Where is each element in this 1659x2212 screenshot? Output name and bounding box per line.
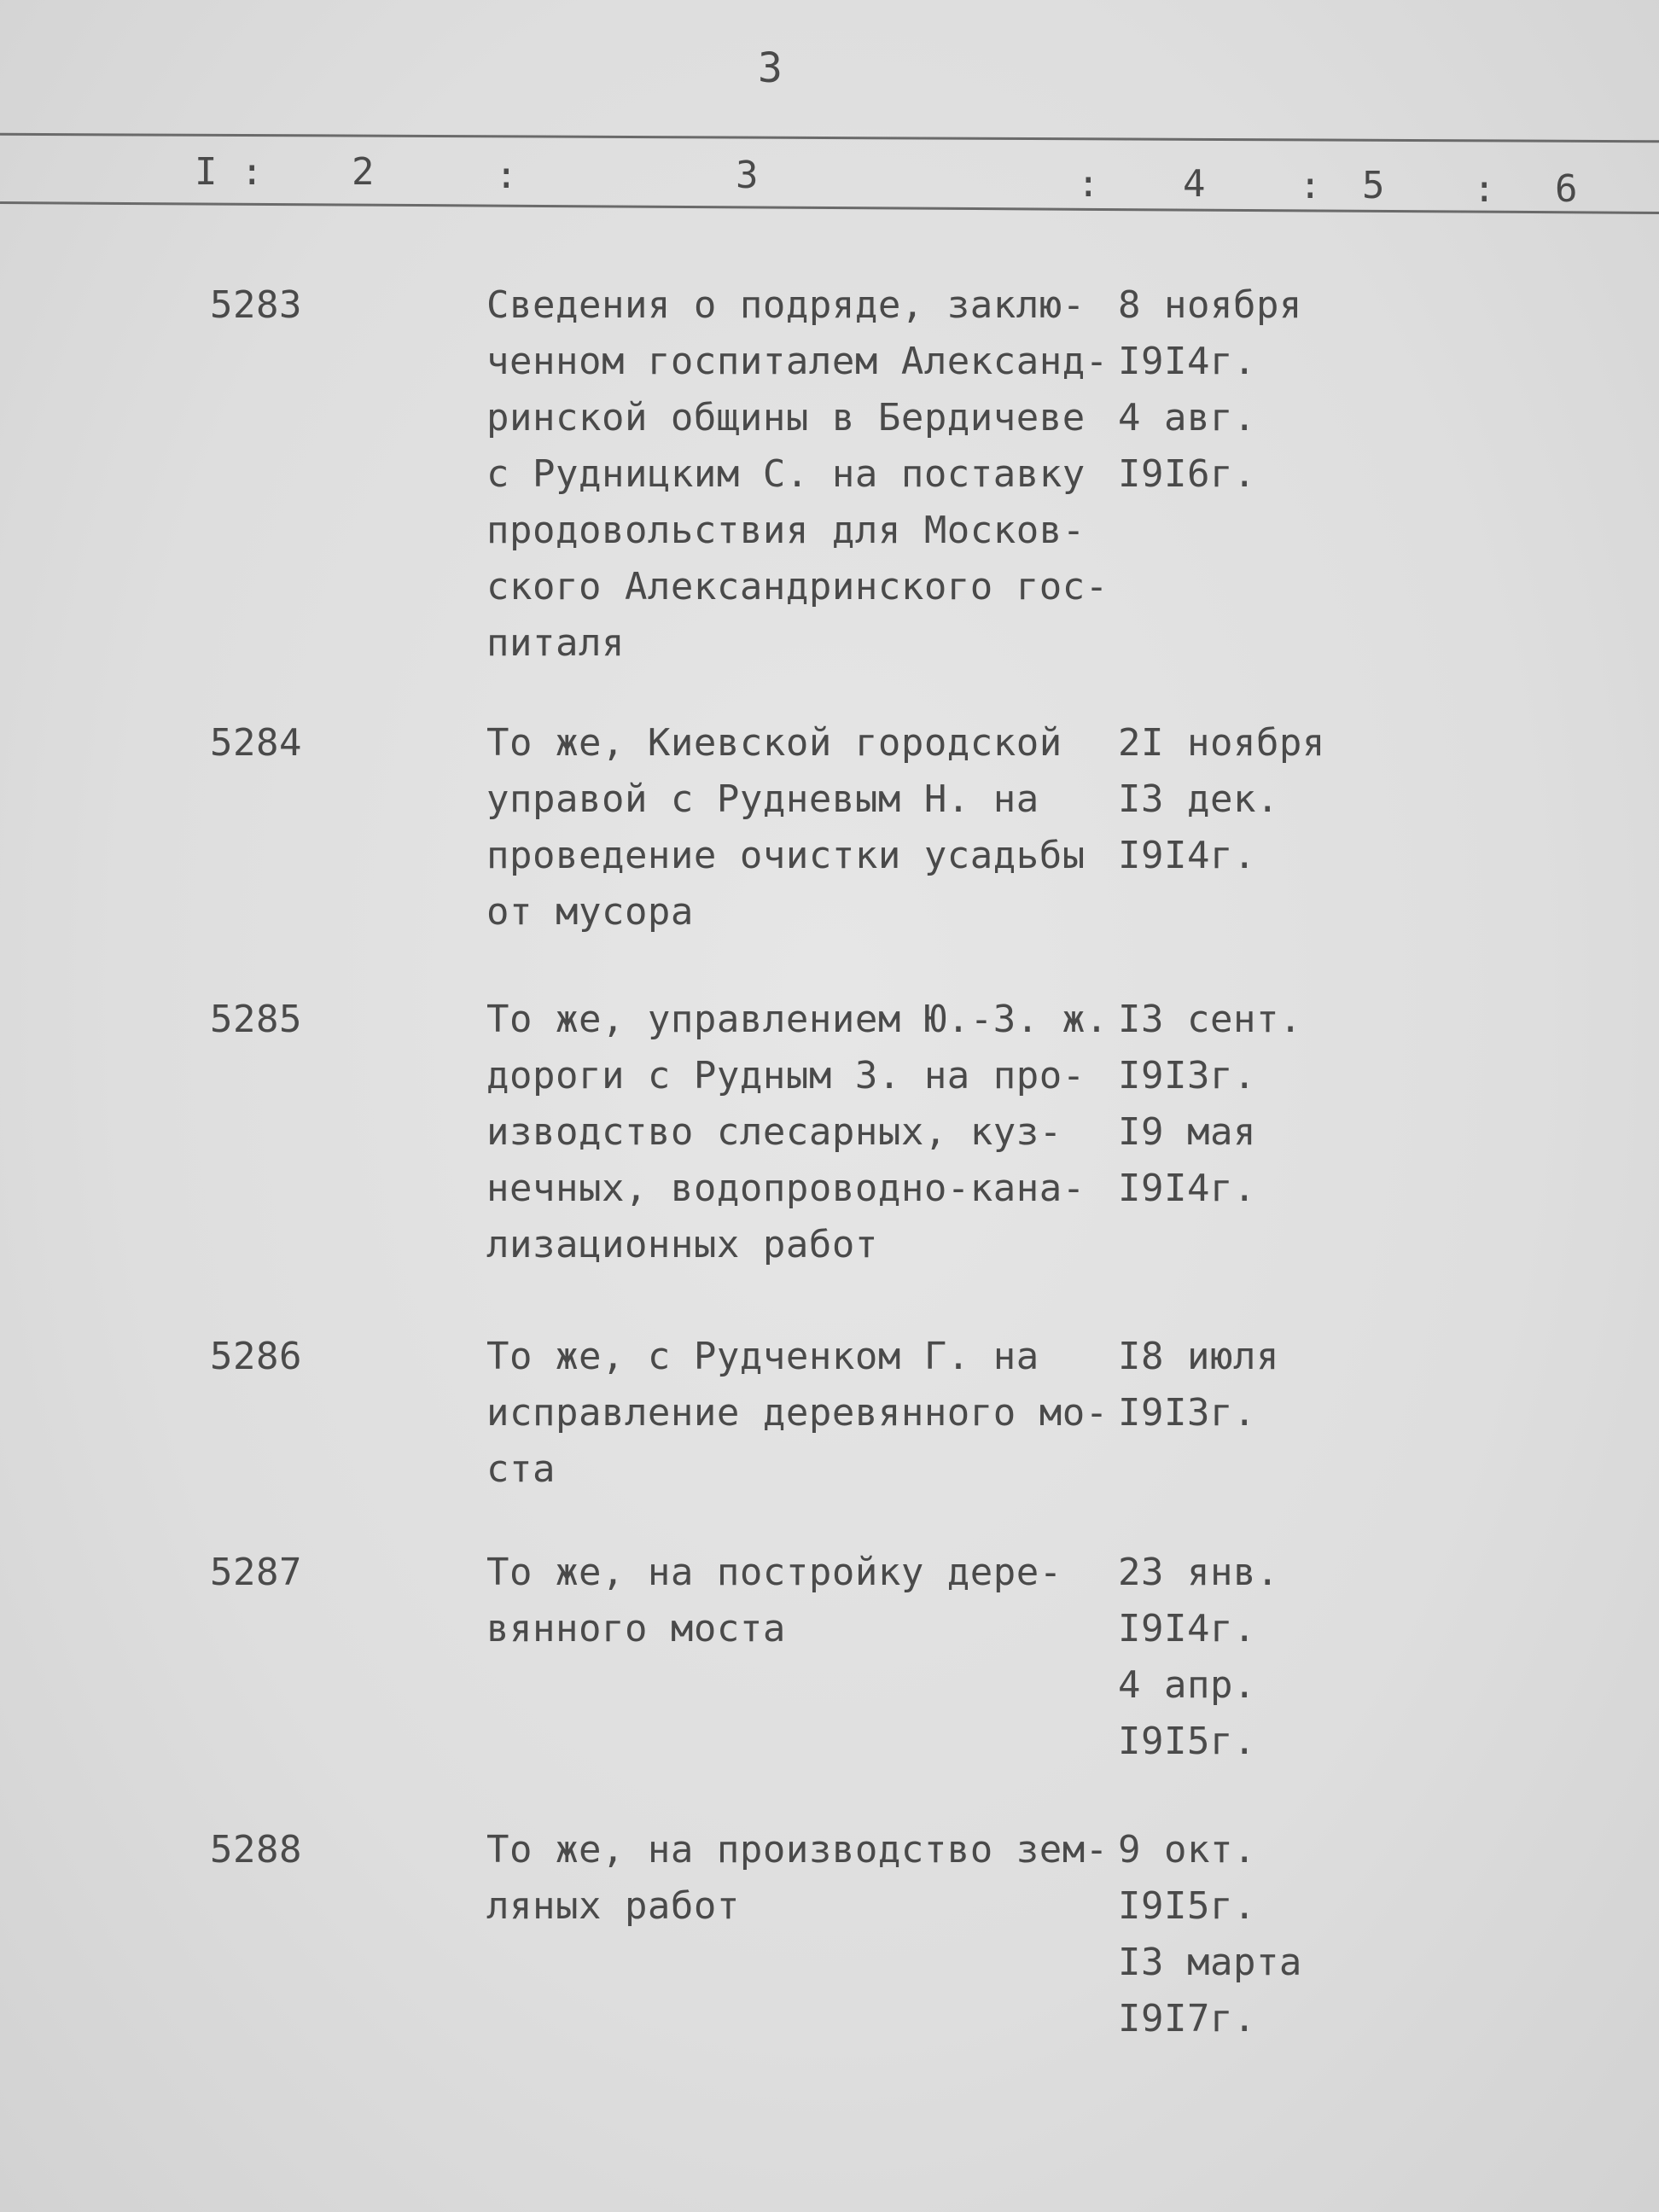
date-line: I8 июля [1118, 1335, 1279, 1378]
date-line: I9 мая [1118, 1110, 1256, 1154]
description-line: ста [486, 1447, 556, 1491]
description-line: То же, Киевской городской [486, 721, 1062, 765]
page-number: 3 [758, 44, 783, 92]
header-col-6: 6 [1555, 167, 1578, 211]
date-line: 9 окт. [1118, 1828, 1256, 1871]
header-col-2: 2 [352, 150, 375, 194]
entry-number: 5287 [210, 1551, 302, 1594]
entry-description [486, 1822, 1109, 1935]
date-line: I3 марта [1118, 1941, 1302, 1984]
table-header-top-rule [0, 133, 1659, 143]
date-line: I9I4г. [1118, 340, 1256, 383]
entry-description [486, 715, 1086, 940]
date-line: I9I4г. [1118, 1607, 1256, 1650]
date-line: I9I6г. [1118, 452, 1256, 496]
date-line: 23 янв. [1118, 1551, 1279, 1594]
entry-description [486, 1329, 1109, 1498]
description-line: То же, управлением Ю.-З. ж. [486, 998, 1109, 1041]
description-line: продовольствия для Москов- [486, 509, 1086, 552]
description-line: от мусора [486, 890, 694, 934]
description-line: нечных, водопроводно-кана- [486, 1167, 1086, 1210]
date-line: I9I7г. [1118, 1997, 1256, 2040]
date-line: I3 дек. [1118, 777, 1279, 821]
description-line: ляных работ [486, 1884, 740, 1928]
header-col-3: 3 [736, 154, 759, 197]
description-line: Сведения о подряде, заклю- [486, 283, 1086, 327]
description-line: проведение очистки усадьбы [486, 834, 1086, 877]
date-line: I9I5г. [1118, 1884, 1256, 1928]
date-line: 4 авг. [1118, 396, 1256, 439]
description-line: вянного моста [486, 1607, 786, 1650]
entry-number: 5288 [210, 1828, 302, 1871]
description-line: ского Александринского гос- [486, 565, 1109, 608]
date-line: I9I3г. [1118, 1054, 1256, 1097]
entry-description [486, 1545, 1062, 1657]
date-line: 2I ноября [1118, 721, 1325, 765]
header-separator: : [495, 154, 518, 197]
description-line: питаля [486, 621, 625, 665]
description-line: ченном госпиталем Александ- [486, 340, 1109, 383]
entry-dates [1118, 715, 1325, 884]
date-line: I3 сент. [1118, 998, 1302, 1041]
description-line: исправление деревянного мо- [486, 1391, 1109, 1435]
entry-number: 5285 [210, 998, 302, 1041]
entry-number: 5286 [210, 1335, 302, 1378]
entry-dates [1118, 1329, 1279, 1441]
header-separator: : [1299, 164, 1322, 207]
header-col-4: 4 [1183, 162, 1206, 206]
description-line: дороги с Рудным З. на про- [486, 1054, 1086, 1097]
date-line: I9I4г. [1118, 1167, 1256, 1210]
description-line: управой с Рудневым Н. на [486, 777, 1039, 821]
date-line: 8 ноября [1118, 283, 1302, 327]
table-header-bottom-rule [0, 201, 1659, 214]
entry-description [486, 277, 1109, 672]
description-line: с Рудницким С. на поставку [486, 452, 1086, 496]
header-separator: : [1473, 167, 1496, 211]
entry-dates [1118, 1822, 1302, 2047]
entry-dates [1118, 992, 1302, 1217]
date-line: 4 апр. [1118, 1663, 1256, 1707]
description-line: То же, с Рудченком Г. на [486, 1335, 1039, 1378]
description-line: То же, на производство зем- [486, 1828, 1109, 1871]
date-line: I9I3г. [1118, 1391, 1256, 1435]
header-separator: : [1077, 162, 1100, 206]
description-line: лизационных работ [486, 1223, 878, 1266]
entry-dates [1118, 277, 1302, 503]
entry-number: 5284 [210, 721, 302, 765]
entry-description [486, 992, 1109, 1273]
date-line: I9I4г. [1118, 834, 1256, 877]
description-line: То же, на постройку дере- [486, 1551, 1062, 1594]
header-col-5: 5 [1362, 164, 1385, 207]
entry-dates [1118, 1545, 1279, 1770]
entry-number: 5283 [210, 283, 302, 327]
date-line: I9I5г. [1118, 1720, 1256, 1763]
header-col-1: I : [195, 150, 264, 194]
description-line: ринской общины в Бердичеве [486, 396, 1086, 439]
description-line: изводство слесарных, куз- [486, 1110, 1062, 1154]
